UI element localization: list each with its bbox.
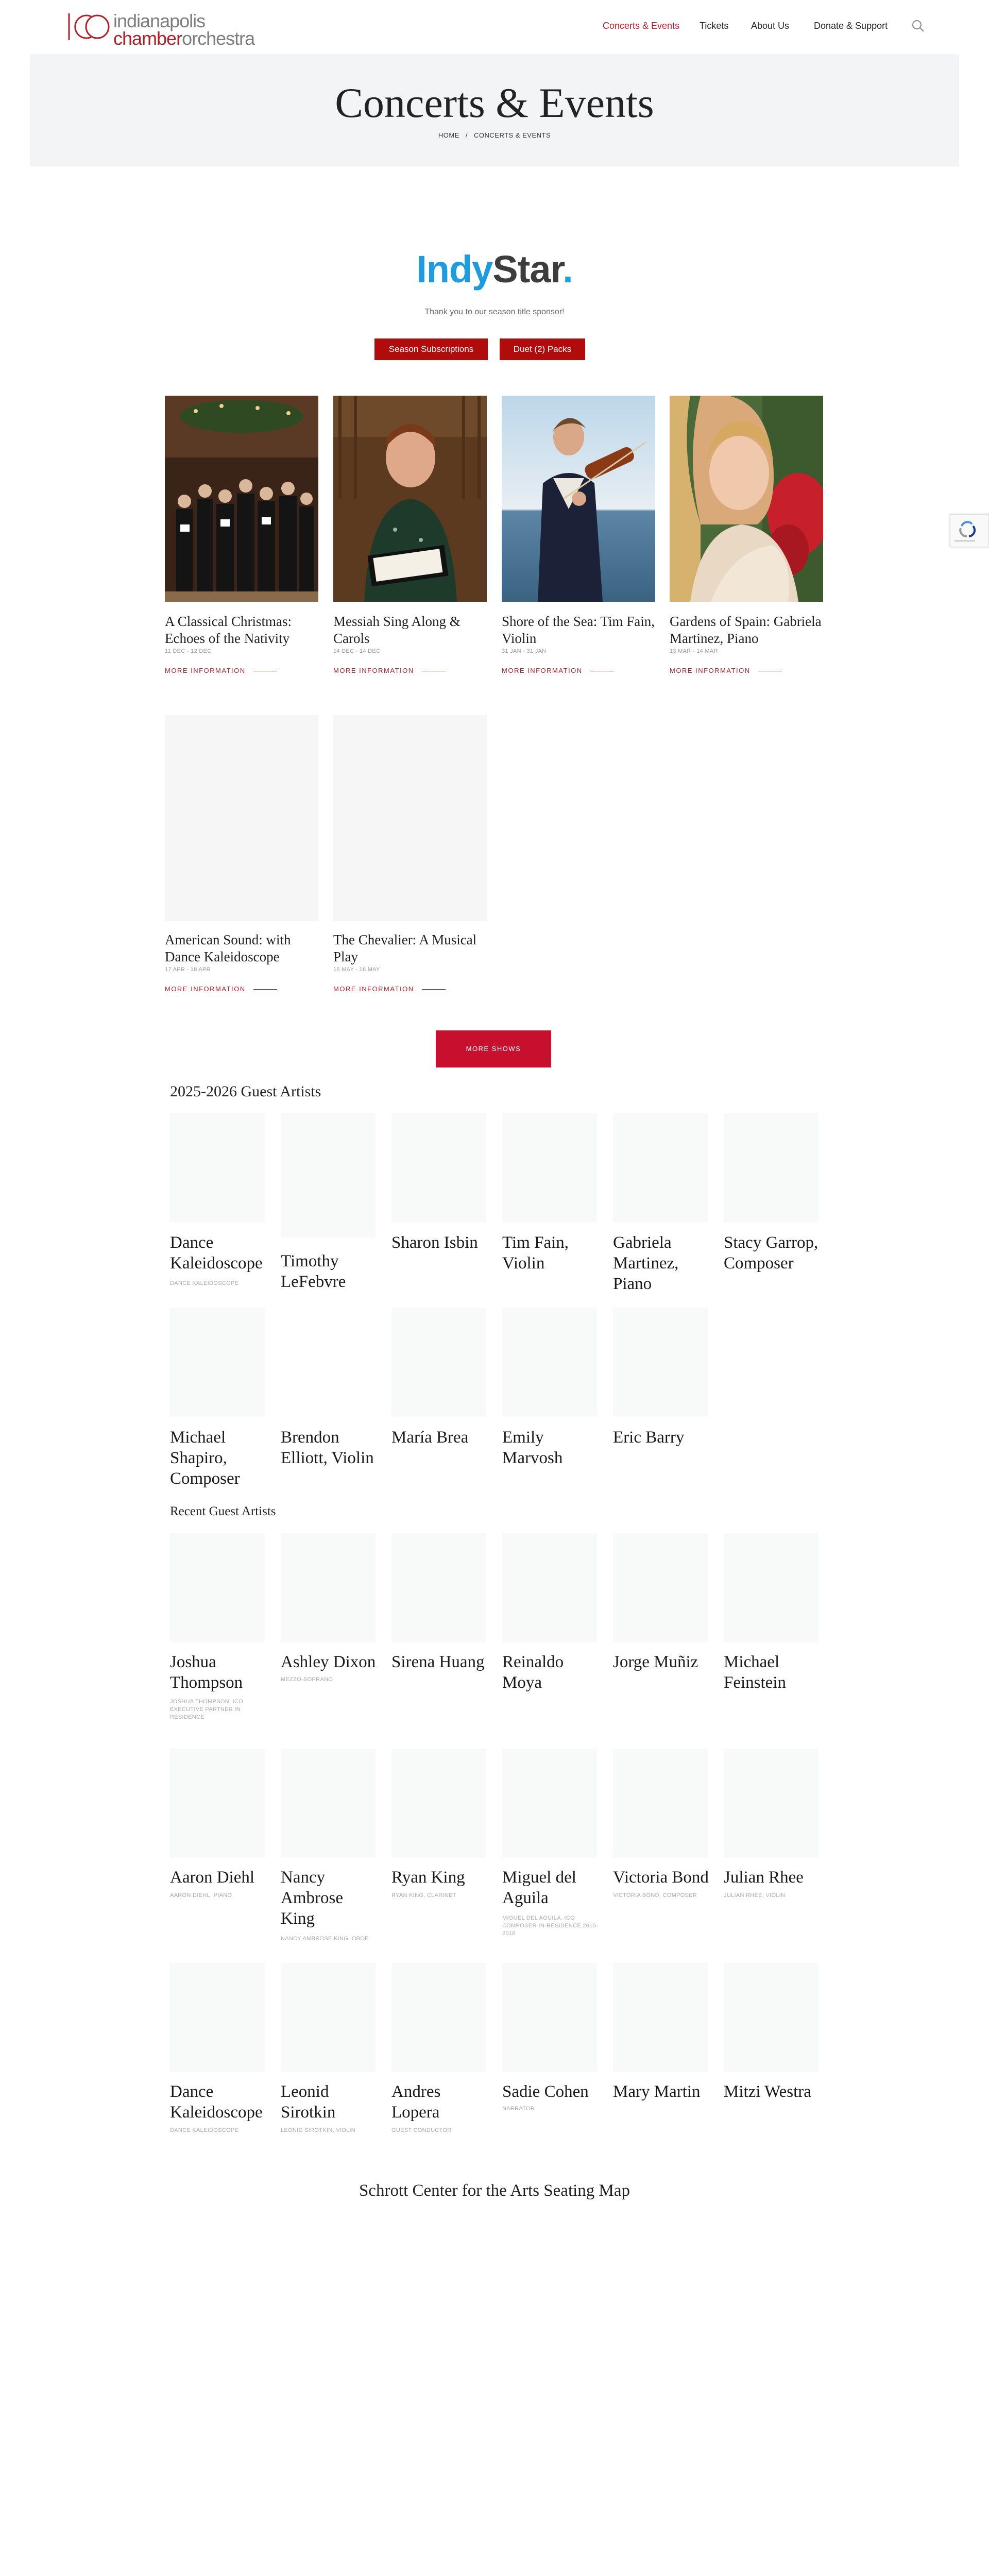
artist-name[interactable]: Michael Feinstein xyxy=(724,1653,786,1692)
artist-photo[interactable] xyxy=(502,1113,597,1222)
artist-photo[interactable] xyxy=(391,1533,486,1642)
artist-photo[interactable] xyxy=(281,1113,376,1238)
artist-photo[interactable] xyxy=(502,1533,597,1642)
artist-name[interactable]: Jorge Muñiz xyxy=(613,1653,698,1671)
singer-photo xyxy=(333,396,487,602)
artist-name[interactable]: Dance Kaleidoscope xyxy=(170,1233,263,1273)
choir-photo xyxy=(165,396,318,602)
breadcrumb-home[interactable]: HOME xyxy=(438,131,459,139)
nav-about-us[interactable]: About Us xyxy=(751,21,790,31)
more-information-link[interactable]: MORE INFORMATION xyxy=(670,667,751,674)
ico-logo[interactable] xyxy=(64,9,270,49)
artist-role: LEONID SIROTKIN, VIOLIN xyxy=(281,2127,356,2133)
logo-text-line2 xyxy=(113,28,254,49)
concert-image-gabriela[interactable] xyxy=(670,396,823,602)
artist-photo[interactable] xyxy=(724,1113,819,1222)
artist-name[interactable]: Eric Barry xyxy=(613,1428,685,1447)
artist-role: AARON DIEHL, PIANO xyxy=(170,1892,232,1899)
artist-name[interactable]: Dance Kaleidoscope xyxy=(170,2082,263,2122)
artist-role: MEZZO-SOPRANO xyxy=(281,1676,333,1683)
duet-packs-button[interactable]: Duet (2) Packs xyxy=(500,338,585,360)
concert-title[interactable]: Gardens of Spain: Gabriela Martinez, Piano xyxy=(670,614,822,646)
recent-artists-heading: Recent Guest Artists xyxy=(170,1504,276,1518)
artist-name[interactable]: Nancy Ambrose King xyxy=(281,1868,343,1928)
artist-photo[interactable] xyxy=(170,1533,265,1642)
artist-role: NARRATOR xyxy=(502,2106,535,2112)
artist-name[interactable]: Miguel del Aguila xyxy=(502,1868,576,1907)
artist-photo[interactable] xyxy=(281,1963,376,2072)
artist-photo[interactable] xyxy=(502,1963,597,2072)
artist-name[interactable]: Gabriela Martinez, Piano xyxy=(613,1233,679,1293)
concert-image-tim-fain[interactable] xyxy=(502,396,655,602)
concert-title[interactable]: The Chevalier: A Musical Play xyxy=(333,932,477,964)
recaptcha-icon xyxy=(950,515,988,547)
artist-photo[interactable] xyxy=(170,1308,265,1417)
artist-name[interactable]: Andres Lopera xyxy=(391,2082,441,2122)
artist-name[interactable]: Leonid Sirotkin xyxy=(281,2082,336,2122)
indystar-logo-dot: . xyxy=(562,248,573,291)
artist-role: JULIAN RHEE, VIOLIN xyxy=(724,1892,786,1899)
concert-date: 17 APR - 18 APR xyxy=(165,967,211,973)
artist-name[interactable]: Michael Shapiro, Composer xyxy=(170,1428,240,1488)
breadcrumb-current: CONCERTS & EVENTS xyxy=(474,131,551,139)
artist-role: MIGUEL DEL AGUILA, ICO COMPOSER-IN-RESIDENCE 2015-2016 xyxy=(502,1915,598,1937)
concert-date: 31 JAN - 31 JAN xyxy=(502,648,547,654)
artist-role: DANCE KALEIDOSCOPE xyxy=(170,1280,239,1286)
recaptcha-badge[interactable] xyxy=(950,514,989,547)
artist-role: DANCE KALEIDOSCOPE xyxy=(170,2127,239,2133)
more-information-link[interactable]: MORE INFORMATION xyxy=(165,667,246,674)
violinist-photo xyxy=(502,396,655,602)
artist-name[interactable]: Julian Rhee xyxy=(724,1868,804,1887)
concert-image-american-sound[interactable] xyxy=(165,715,318,921)
artist-name[interactable]: Sirena Huang xyxy=(391,1653,485,1671)
artist-photo[interactable] xyxy=(613,1749,708,1858)
artist-role: JOSHUA THOMPSON, ICO EXECUTIVE PARTNER IN RESIDENCE xyxy=(170,1699,244,1720)
indystar-logo-indy: Indy xyxy=(416,248,493,291)
artist-photo[interactable] xyxy=(170,1963,265,2072)
more-information-link[interactable]: MORE INFORMATION xyxy=(333,667,414,674)
concert-title[interactable]: Messiah Sing Along & Carols xyxy=(333,614,461,646)
artist-photo[interactable] xyxy=(724,1533,819,1642)
site-header xyxy=(0,0,989,54)
artist-photo[interactable] xyxy=(613,1533,708,1642)
breadcrumb xyxy=(30,131,959,139)
artist-name[interactable]: Mitzi Westra xyxy=(724,2082,811,2101)
search-icon[interactable] xyxy=(911,19,925,33)
page-hero xyxy=(30,54,959,166)
artist-photo[interactable] xyxy=(391,1308,486,1417)
artist-name[interactable]: Reinaldo Moya xyxy=(502,1653,564,1692)
artist-photo[interactable] xyxy=(281,1749,376,1858)
more-information-link[interactable]: MORE INFORMATION xyxy=(333,985,414,993)
concert-date: 16 MAY - 16 MAY xyxy=(333,967,380,973)
artist-role: RYAN KING, CLARINET xyxy=(391,1892,456,1899)
concert-title[interactable]: American Sound: with Dance Kaleidoscope xyxy=(165,932,291,964)
artist-name[interactable]: Emily Marvosh xyxy=(502,1428,563,1467)
artist-name[interactable]: Aaron Diehl xyxy=(170,1868,255,1887)
artist-name[interactable]: Mary Martin xyxy=(613,2082,701,2101)
artist-name[interactable]: Ryan King xyxy=(391,1868,465,1887)
indystar-logo-star: Star xyxy=(492,248,563,291)
season-subscriptions-button[interactable]: Season Subscriptions xyxy=(374,338,488,360)
artist-photo[interactable] xyxy=(391,1113,486,1222)
concert-title[interactable]: Shore of the Sea: Tim Fain, Violin xyxy=(502,614,655,646)
artist-photo[interactable] xyxy=(613,1308,708,1417)
artist-photo[interactable] xyxy=(724,1963,819,2072)
artist-photo[interactable] xyxy=(391,1749,486,1858)
page-title: Concerts & Events xyxy=(335,79,654,126)
artist-photo[interactable] xyxy=(281,1533,376,1642)
artist-photo[interactable] xyxy=(502,1308,597,1417)
artist-photo[interactable] xyxy=(613,1963,708,2072)
concert-date: 13 MAR - 14 MAR xyxy=(670,648,718,654)
seating-map-embed[interactable] xyxy=(165,2215,824,2545)
link-underline xyxy=(253,989,277,990)
logo-text-orchestra: orchestra xyxy=(182,28,255,49)
artist-name[interactable]: Stacy Garrop, Composer xyxy=(724,1233,819,1273)
more-shows-button[interactable]: MORE SHOWS xyxy=(436,1030,551,1067)
concert-date: 11 DEC - 12 DEC xyxy=(165,648,212,654)
concert-image-messiah[interactable] xyxy=(333,396,487,602)
guest-artists-heading: 2025-2026 Guest Artists xyxy=(170,1083,321,1100)
more-information-link[interactable]: MORE INFORMATION xyxy=(502,667,583,674)
more-information-link[interactable]: MORE INFORMATION xyxy=(165,985,246,993)
artist-photo[interactable] xyxy=(391,1963,486,2072)
concert-image-christmas[interactable] xyxy=(165,396,318,602)
nav-donate-support[interactable]: Donate & Support xyxy=(814,21,888,31)
nav-tickets[interactable]: Tickets xyxy=(700,21,729,31)
link-underline xyxy=(422,989,446,990)
artist-role: GUEST CONDUCTOR xyxy=(391,2127,452,2133)
concert-title[interactable]: A Classical Christmas: Echoes of the Nativity xyxy=(165,614,292,646)
artist-name[interactable]: Sharon Isbin xyxy=(391,1233,478,1252)
artist-name[interactable]: Timothy LeFebvre xyxy=(281,1252,346,1291)
artist-role: VICTORIA BOND, COMPOSER xyxy=(613,1892,697,1899)
artist-name[interactable]: Ashley Dixon xyxy=(281,1653,376,1671)
concert-image-chevalier[interactable] xyxy=(333,715,487,921)
artist-photo[interactable] xyxy=(502,1749,597,1858)
nav-concerts-events[interactable]: Concerts & Events xyxy=(603,21,680,31)
artist-name[interactable]: Tim Fain, Violin xyxy=(502,1233,569,1273)
breadcrumb-separator: / xyxy=(465,131,468,139)
logo-text-chamber: chamber xyxy=(113,28,182,49)
logo-text-line1: indianapolis xyxy=(113,10,206,31)
artist-name[interactable]: Brendon Elliott, Violin xyxy=(281,1428,374,1467)
seating-map-heading: Schrott Center for the Arts Seating Map xyxy=(359,2181,630,2200)
artist-photo[interactable] xyxy=(724,1749,819,1858)
artist-role: NANCY AMBROSE KING, OBOE xyxy=(281,1936,369,1942)
concert-date: 14 DEC - 14 DEC xyxy=(333,648,381,654)
sponsor-thanks-text: Thank you to our season title sponsor! xyxy=(424,308,565,316)
ico-logo-mark-icon xyxy=(64,10,111,43)
artist-name[interactable]: Victoria Bond xyxy=(613,1868,709,1887)
artist-photo[interactable] xyxy=(613,1113,708,1222)
pianist-photo xyxy=(670,396,823,602)
artist-name[interactable]: Sadie Cohen xyxy=(502,2082,589,2101)
artist-photo[interactable] xyxy=(170,1749,265,1858)
artist-name[interactable]: Joshua Thompson xyxy=(170,1653,243,1692)
indystar-logo[interactable] xyxy=(361,247,628,291)
artist-name[interactable]: María Brea xyxy=(391,1428,469,1447)
artist-photo[interactable] xyxy=(170,1113,265,1222)
